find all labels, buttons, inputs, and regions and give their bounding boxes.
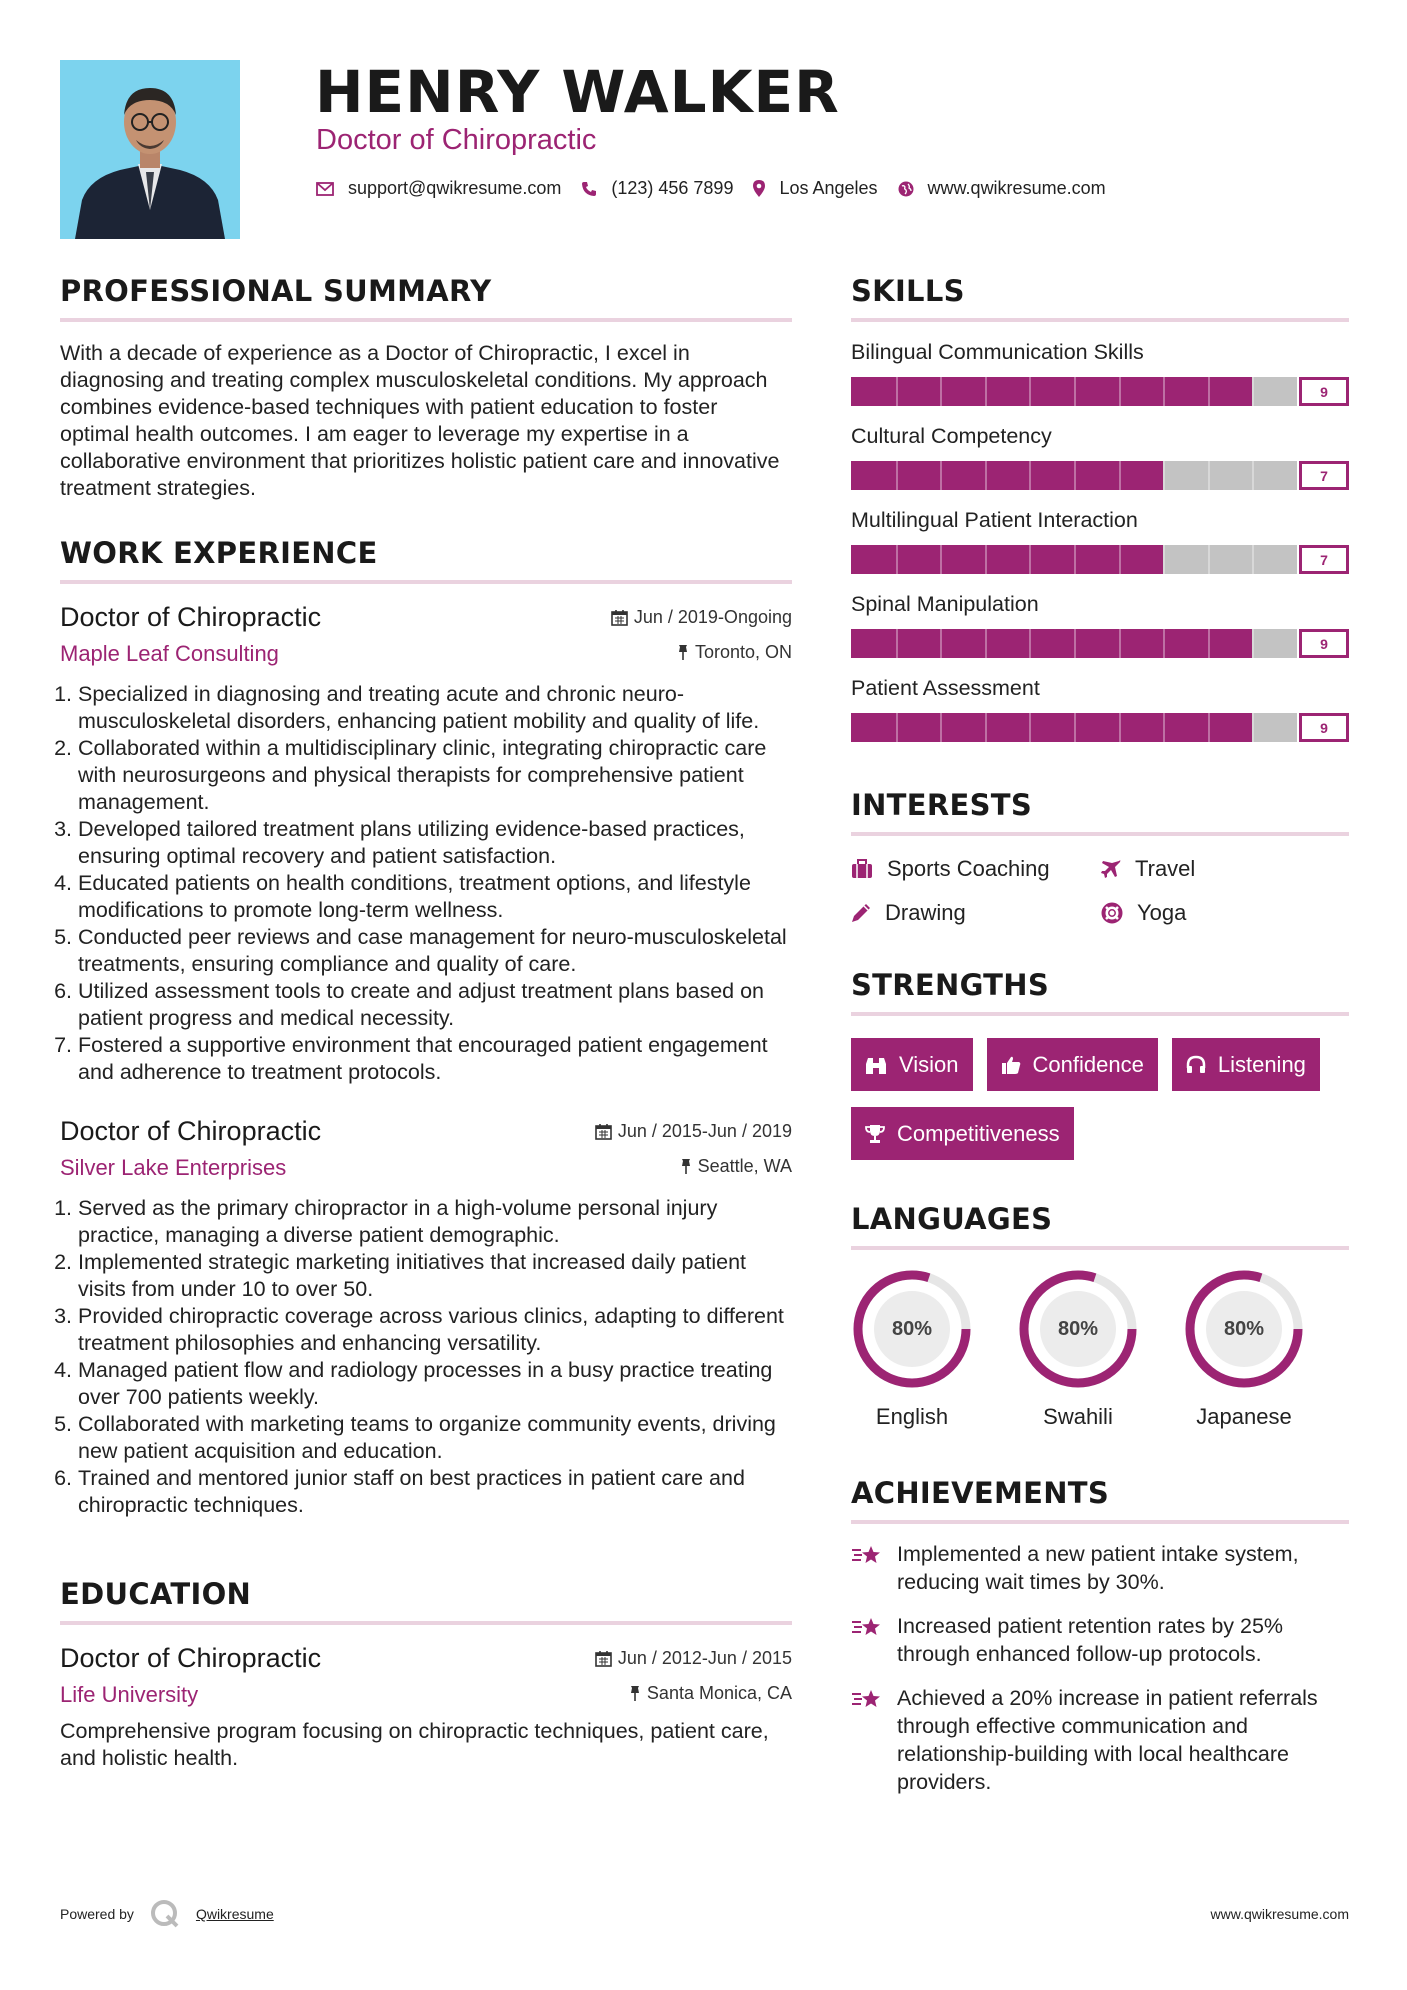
life-ring-icon <box>1101 902 1123 924</box>
skill-segment-divider <box>1208 629 1210 658</box>
interest-label: Drawing <box>885 900 966 925</box>
degree-title: Doctor of Chiropractic <box>60 1643 322 1673</box>
school-name: Life University <box>60 1682 199 1707</box>
education-location-text: Santa Monica, CA <box>646 1683 792 1703</box>
skill-segment-divider <box>985 713 987 742</box>
skill-segment-divider <box>1208 377 1210 406</box>
list-item: 5. Collaborated with marketing teams to organize community events, driving new patient acquisition and education. <box>78 1411 792 1465</box>
skill-fill <box>851 629 1252 658</box>
skill-segment-divider <box>1208 461 1210 490</box>
shooting-star-icon <box>851 1542 883 1568</box>
language-ring <box>1183 1268 1305 1390</box>
skill-level: 7 <box>1299 461 1349 490</box>
language-ring <box>1017 1268 1139 1390</box>
skill-segment-divider <box>1029 629 1031 658</box>
interests-heading: INTERESTS <box>851 788 1349 836</box>
pencil-icon <box>851 903 871 923</box>
skill-name: Cultural Competency <box>851 424 1052 448</box>
language-percent: 80% <box>1057 1317 1099 1340</box>
left-column <box>60 274 792 1772</box>
skill-segment-divider <box>1119 629 1121 658</box>
skill-level: 9 <box>1299 713 1349 742</box>
strength-label: Vision <box>899 1051 959 1077</box>
job-entry <box>60 1116 792 1519</box>
skill-segment-divider <box>985 629 987 658</box>
strengths-heading: STRENGTHS <box>851 968 1349 1016</box>
skill-track <box>851 545 1297 574</box>
summary-text: With a decade of experience as a Doctor of Chiropractic, I excel in diagnosing and treating complex musculoskeletal conditions. My approach combines evidence-based techniques with patient education to foster optimal health outcomes. I am eager to leverage my expertise in a collaborative environment that prioritizes holistic patient care and innovative treatment strategies. <box>60 341 780 500</box>
shooting-star-icon <box>851 1614 883 1640</box>
contact-location <box>753 178 877 199</box>
job-location <box>677 642 792 663</box>
candidate-name: HENRY WALKER <box>315 58 840 126</box>
skill-bar <box>851 629 1349 658</box>
skill-segment-divider <box>1163 461 1165 490</box>
job-title: Doctor of Chiropractic <box>60 602 322 632</box>
contact-bar <box>316 178 1126 199</box>
skill-segment-divider <box>896 713 898 742</box>
contact-email[interactable] <box>316 178 561 199</box>
email-text: support@qwikresume.com <box>348 178 562 198</box>
candidate-role: Doctor of Chiropractic <box>316 124 597 156</box>
list-item: 6. Utilized assessment tools to create and adjust treatment plans based on patient progress and medical necessity. <box>78 978 792 1032</box>
interest-item <box>1101 900 1341 926</box>
thumbs-up-icon <box>1001 1055 1021 1075</box>
strength-label: Competitiveness <box>897 1120 1060 1146</box>
skill-bar <box>851 545 1349 574</box>
achievement-item <box>851 1684 1349 1796</box>
achievements-list <box>851 1540 1349 1796</box>
headphones-icon <box>1186 1055 1206 1075</box>
pushpin-icon <box>677 644 689 661</box>
skill-segment-divider <box>940 629 942 658</box>
skill-segment-divider <box>1119 461 1121 490</box>
qwikresume-link[interactable]: Qwikresume <box>195 1906 274 1922</box>
skill-segment-divider <box>1163 545 1165 574</box>
profile-photo <box>60 60 240 239</box>
languages-heading: LANGUAGES <box>851 1202 1349 1250</box>
job-date-text: Jun / 2019-Ongoing <box>633 607 792 627</box>
language-name: Swahili <box>1043 1404 1113 1429</box>
strength-tag <box>1172 1038 1320 1091</box>
skill-segment-divider <box>1252 629 1254 658</box>
skill-segment-divider <box>1074 545 1076 574</box>
powered-by-text: Powered by <box>60 1906 134 1922</box>
footer-url[interactable]: www.qwikresume.com <box>1210 1906 1349 1922</box>
skill-fill <box>851 545 1163 574</box>
education-date <box>595 1648 792 1669</box>
skill-segment-divider <box>1252 713 1254 742</box>
phone-icon <box>581 181 597 197</box>
education-heading: EDUCATION <box>60 1577 792 1625</box>
job-date <box>611 607 792 628</box>
skill-segment-divider <box>1163 629 1165 658</box>
experience-heading: WORK EXPERIENCE <box>60 536 792 584</box>
skill-segment-divider <box>940 377 942 406</box>
achievement-text: Achieved a 20% increase in patient referrals through effective communication and relationship-building with local healthcare providers. <box>897 1686 1318 1794</box>
skill-segment-divider <box>1252 545 1254 574</box>
calendar-icon <box>595 1123 612 1140</box>
list-item: 4. Managed patient flow and radiology processes in a busy practice treating over 700 patients weekly. <box>78 1357 792 1411</box>
strength-label: Confidence <box>1032 1051 1144 1077</box>
language-ring <box>851 1268 973 1390</box>
skill-track <box>851 713 1297 742</box>
skill-track <box>851 377 1297 406</box>
achievement-item <box>851 1540 1349 1596</box>
skill-fill <box>851 461 1163 490</box>
list-item: 5. Conducted peer reviews and case management for neuro-musculoskeletal treatments, ensuring compliance and quality of care. <box>78 924 792 978</box>
skill-segment-divider <box>896 629 898 658</box>
plane-icon <box>1101 859 1121 879</box>
skill-segment-divider <box>1119 377 1121 406</box>
skill-bar <box>851 377 1349 406</box>
right-column <box>851 274 1349 1796</box>
skill-segment-divider <box>1029 377 1031 406</box>
job-bullets <box>60 681 792 1086</box>
skill-track <box>851 461 1297 490</box>
globe-icon <box>898 181 914 197</box>
language-item <box>1183 1268 1349 1430</box>
job-date-text: Jun / 2015-Jun / 2019 <box>617 1121 792 1141</box>
list-item: 1. Served as the primary chiropractor in a high-volume personal injury practice, managing a diverse patient demographic. <box>78 1195 792 1249</box>
language-percent: 80% <box>891 1317 933 1340</box>
skill-segment-divider <box>1029 461 1031 490</box>
qwikresume-logo-icon <box>150 1899 180 1929</box>
company-name: Silver Lake Enterprises <box>60 1155 287 1180</box>
briefcase-icon <box>851 859 873 879</box>
job-bullets <box>60 1195 792 1519</box>
contact-website[interactable] <box>898 178 1106 199</box>
skill-segment-divider <box>985 377 987 406</box>
strength-tag <box>987 1038 1158 1091</box>
job-title: Doctor of Chiropractic <box>60 1116 322 1146</box>
strength-label: Listening <box>1217 1051 1306 1077</box>
job-location-text: Seattle, WA <box>697 1156 792 1176</box>
skill-segment-divider <box>985 545 987 574</box>
skill-segment-divider <box>896 377 898 406</box>
shooting-star-icon <box>851 1686 883 1712</box>
interest-label: Travel <box>1135 856 1196 881</box>
achievements-heading: ACHIEVEMENTS <box>851 1476 1349 1524</box>
skill-fill <box>851 377 1252 406</box>
skills-list <box>851 340 1349 742</box>
achievement-item <box>851 1612 1349 1668</box>
skill-segment-divider <box>1074 629 1076 658</box>
contact-phone[interactable] <box>581 178 733 199</box>
envelope-icon <box>316 182 334 196</box>
list-item: 3. Provided chiropractic coverage across various clinics, adapting to different treatment philosophies and enhancing versatility. <box>78 1303 792 1357</box>
list-item: 7. Fostered a supportive environment that encouraged patient engagement and adherence to treatment protocols. <box>78 1032 792 1086</box>
calendar-icon <box>595 1650 612 1667</box>
language-name: Japanese <box>1196 1404 1292 1429</box>
strength-tag <box>851 1038 973 1091</box>
trophy-icon <box>865 1124 885 1144</box>
education-date-text: Jun / 2012-Jun / 2015 <box>617 1648 792 1668</box>
skill-segment-divider <box>940 713 942 742</box>
skill-segment-divider <box>896 461 898 490</box>
skill-segment-divider <box>1074 461 1076 490</box>
skill-segment-divider <box>1208 545 1210 574</box>
strengths-list <box>851 1038 1349 1160</box>
skill-segment-divider <box>940 545 942 574</box>
skill-track <box>851 629 1297 658</box>
languages-list <box>851 1268 1349 1430</box>
interest-item <box>851 856 1101 882</box>
interest-label: Sports Coaching <box>887 856 1050 881</box>
phone-text: (123) 456 7899 <box>611 178 734 198</box>
company-name: Maple Leaf Consulting <box>60 641 279 666</box>
education-entry <box>60 1643 792 1772</box>
skill-bar <box>851 461 1349 490</box>
skill-name: Patient Assessment <box>851 676 1040 700</box>
interests-list <box>851 856 1349 926</box>
skill-segment-divider <box>1252 377 1254 406</box>
education-location <box>629 1683 792 1704</box>
list-item: 2. Implemented strategic marketing initiatives that increased daily patient visits from under 10 to over 50. <box>78 1249 792 1303</box>
skill-level: 7 <box>1299 545 1349 574</box>
job-location <box>680 1156 792 1177</box>
strength-tag <box>851 1107 1074 1160</box>
job-location-text: Toronto, ON <box>694 642 792 662</box>
skill-segment-divider <box>1163 377 1165 406</box>
interest-label: Yoga <box>1137 900 1187 925</box>
calendar-icon <box>611 609 628 626</box>
website-text: www.qwikresume.com <box>927 178 1106 198</box>
skill-bar <box>851 713 1349 742</box>
skill-name: Bilingual Communication Skills <box>851 340 1144 364</box>
interest-item <box>1101 856 1341 882</box>
job-date <box>595 1121 792 1142</box>
interest-item <box>851 900 1101 926</box>
skill-level: 9 <box>1299 377 1349 406</box>
list-item: 1. Specialized in diagnosing and treating acute and chronic neuro-musculoskeletal disorders, enhancing patient mobility and quality of life. <box>78 681 792 735</box>
skill-segment-divider <box>1029 713 1031 742</box>
skill-segment-divider <box>1119 713 1121 742</box>
list-item: 4. Educated patients on health conditions, treatment options, and lifestyle modifications to promote long-term wellness. <box>78 870 792 924</box>
skill-segment-divider <box>896 545 898 574</box>
skills-heading: SKILLS <box>851 274 1349 322</box>
binoculars-icon <box>865 1055 887 1075</box>
skill-segment-divider <box>1029 545 1031 574</box>
achievement-text: Implemented a new patient intake system, reducing wait times by 30%. <box>897 1542 1299 1594</box>
education-description: Comprehensive program focusing on chiropractic techniques, patient care, and holistic health. <box>60 1719 769 1770</box>
skill-segment-divider <box>1208 713 1210 742</box>
location-text: Los Angeles <box>779 178 878 198</box>
language-percent: 80% <box>1223 1317 1265 1340</box>
skill-name: Multilingual Patient Interaction <box>851 508 1138 532</box>
language-item <box>851 1268 1017 1430</box>
skill-segment-divider <box>1074 713 1076 742</box>
skill-segment-divider <box>1252 461 1254 490</box>
skill-segment-divider <box>1163 713 1165 742</box>
job-entry <box>60 602 792 1086</box>
list-item: 2. Collaborated within a multidisciplinary clinic, integrating chiropractic care with neurosurgeons and physical therapists for comprehensive patient management. <box>78 735 792 816</box>
skill-segment-divider <box>1074 377 1076 406</box>
map-marker-icon <box>753 180 765 197</box>
list-item: 3. Developed tailored treatment plans utilizing evidence-based practices, ensuring optimal recovery and patient satisfaction. <box>78 816 792 870</box>
language-item <box>1017 1268 1183 1430</box>
pushpin-icon <box>629 1685 641 1702</box>
pushpin-icon <box>680 1158 692 1175</box>
language-name: English <box>875 1404 949 1429</box>
skill-segment-divider <box>940 461 942 490</box>
skill-name: Spinal Manipulation <box>851 592 1039 616</box>
skill-level: 9 <box>1299 629 1349 658</box>
achievement-text: Increased patient retention rates by 25% through enhanced follow-up protocols. <box>897 1614 1284 1666</box>
skill-fill <box>851 713 1252 742</box>
skill-segment-divider <box>985 461 987 490</box>
list-item: 6. Trained and mentored junior staff on best practices in patient care and chiropractic techniques. <box>78 1465 792 1519</box>
footer-powered-by <box>60 1899 274 1929</box>
skill-segment-divider <box>1119 545 1121 574</box>
summary-heading: PROFESSIONAL SUMMARY <box>60 274 792 322</box>
